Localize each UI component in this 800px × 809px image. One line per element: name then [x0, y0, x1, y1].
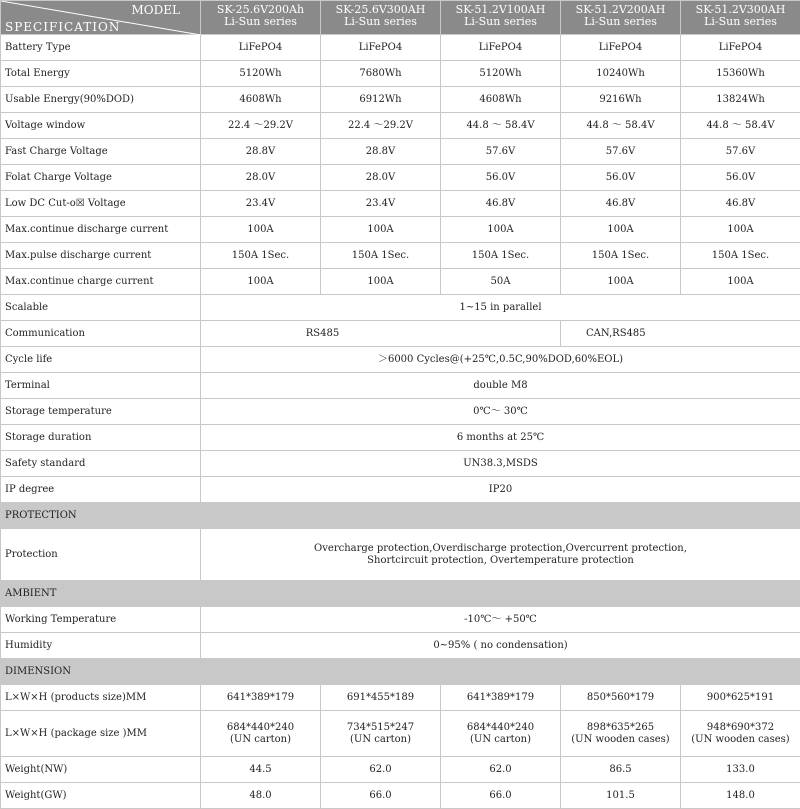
- model-header: [321, 1, 441, 35]
- row-label: Storage temperature: [1, 399, 201, 425]
- row-package-size: [1, 711, 800, 757]
- model-series: Li-Sun series: [685, 16, 796, 28]
- row-label: IP degree: [1, 477, 201, 503]
- section-title: DIMENSION: [1, 659, 800, 685]
- cell: 56.0V: [681, 165, 800, 191]
- section-title: PROTECTION: [1, 503, 800, 529]
- cell: 10240Wh: [561, 61, 681, 87]
- cell: IP20: [201, 477, 800, 503]
- cell: 101.5: [561, 783, 681, 809]
- cell: 66.0: [321, 783, 441, 809]
- cell: RS485: [201, 321, 561, 347]
- cell: 100A: [681, 217, 800, 243]
- row-label: Cycle life: [1, 347, 201, 373]
- cell: 62.0: [441, 757, 561, 783]
- cell: 100A: [201, 269, 321, 295]
- cell: LiFePO4: [201, 35, 321, 61]
- cell: 150A 1Sec.: [681, 243, 800, 269]
- cell: 150A 1Sec.: [201, 243, 321, 269]
- cell: double M8: [201, 373, 800, 399]
- cell: 100A: [321, 217, 441, 243]
- cell: 100A: [561, 269, 681, 295]
- row-label: Voltage window: [1, 113, 201, 139]
- package-note: (UN carton): [445, 734, 556, 746]
- cell: 100A: [561, 217, 681, 243]
- package-note: (UN wooden cases): [565, 734, 676, 746]
- cell: 28.0V: [321, 165, 441, 191]
- cell: 56.0V: [561, 165, 681, 191]
- cell: 23.4V: [201, 191, 321, 217]
- cell: 9216Wh: [561, 87, 681, 113]
- cell: 62.0: [321, 757, 441, 783]
- cell: 50A: [441, 269, 561, 295]
- row-label: L×W×H (products size)MM: [1, 685, 201, 711]
- model-name: SK-25.6V200Ah: [205, 4, 316, 16]
- cell: 48.0: [201, 783, 321, 809]
- row-storage-temperature: [1, 399, 800, 425]
- cell: 22.4 ～29.2V: [321, 113, 441, 139]
- cell: 150A 1Sec.: [441, 243, 561, 269]
- row-label: Working Temperature: [1, 607, 201, 633]
- cell: 900*625*191: [681, 685, 800, 711]
- row-max-continue-discharge: [1, 217, 800, 243]
- row-weight-nw: [1, 757, 800, 783]
- cell: 46.8V: [681, 191, 800, 217]
- cell: 86.5: [561, 757, 681, 783]
- row-max-continue-charge: [1, 269, 800, 295]
- package-size: 684*440*240: [205, 722, 316, 734]
- cell: 15360Wh: [681, 61, 800, 87]
- row-label: Protection: [1, 529, 201, 581]
- row-safety-standard: [1, 451, 800, 477]
- cell: 44.8 ～ 58.4V: [561, 113, 681, 139]
- row-cycle-life: [1, 347, 800, 373]
- cell: [201, 529, 800, 581]
- cell: 66.0: [441, 783, 561, 809]
- row-storage-duration: [1, 425, 800, 451]
- cell: 44.8 ～ 58.4V: [681, 113, 800, 139]
- row-label: Battery Type: [1, 35, 201, 61]
- row-label: Storage duration: [1, 425, 201, 451]
- cell: 641*389*179: [441, 685, 561, 711]
- row-ip-degree: [1, 477, 800, 503]
- row-total-energy: [1, 61, 800, 87]
- cell: 22.4 ～29.2V: [201, 113, 321, 139]
- cell: 148.0: [681, 783, 800, 809]
- cell: [681, 711, 800, 757]
- model-series: Li-Sun series: [325, 16, 436, 28]
- cell: 46.8V: [561, 191, 681, 217]
- row-working-temperature: [1, 607, 800, 633]
- row-fast-charge-voltage: [1, 139, 800, 165]
- cell: 150A 1Sec.: [321, 243, 441, 269]
- cell: 57.6V: [681, 139, 800, 165]
- cell: 28.8V: [201, 139, 321, 165]
- row-weight-gw: [1, 783, 800, 809]
- cell: 100A: [321, 269, 441, 295]
- model-label: MODEL: [132, 4, 180, 16]
- cell: 4608Wh: [441, 87, 561, 113]
- protection-line-2: Shortcircuit protection, Overtemperature protection: [205, 555, 796, 567]
- cell: 850*560*179: [561, 685, 681, 711]
- cell: 691*455*189: [321, 685, 441, 711]
- row-battery-type: [1, 35, 800, 61]
- cell: 6912Wh: [321, 87, 441, 113]
- package-size: 898*635*265: [565, 722, 676, 734]
- header-row: [1, 1, 800, 35]
- cell: 28.0V: [201, 165, 321, 191]
- cell: 6 months at 25℃: [201, 425, 800, 451]
- model-header: [201, 1, 321, 35]
- specification-label: SPECIFICATION: [5, 21, 120, 33]
- row-label: Safety standard: [1, 451, 201, 477]
- row-label: L×W×H (package size )MM: [1, 711, 201, 757]
- cell: 100A: [681, 269, 800, 295]
- package-size: 684*440*240: [445, 722, 556, 734]
- cell: 7680Wh: [321, 61, 441, 87]
- cell: 44.5: [201, 757, 321, 783]
- package-size: 734*515*247: [325, 722, 436, 734]
- package-note: (UN carton): [205, 734, 316, 746]
- protection-line-1: Overcharge protection,Overdischarge protection,Overcurrent protection,: [205, 543, 796, 555]
- cell: 23.4V: [321, 191, 441, 217]
- row-label: Fast Charge Voltage: [1, 139, 201, 165]
- cell: 46.8V: [441, 191, 561, 217]
- cell: -10℃～ +50℃: [201, 607, 800, 633]
- row-humidity: [1, 633, 800, 659]
- cell: 0℃～ 30℃: [201, 399, 800, 425]
- cell: 641*389*179: [201, 685, 321, 711]
- row-label: Scalable: [1, 295, 201, 321]
- row-label: Communication: [1, 321, 201, 347]
- cell: LiFePO4: [561, 35, 681, 61]
- cell: 57.6V: [561, 139, 681, 165]
- model-name: SK-51.2V200AH: [565, 4, 676, 16]
- row-label: Humidity: [1, 633, 201, 659]
- model-header: [681, 1, 800, 35]
- model-series: Li-Sun series: [445, 16, 556, 28]
- row-label: Weight(NW): [1, 757, 201, 783]
- cell: 57.6V: [441, 139, 561, 165]
- model-name: SK-51.2V100AH: [445, 4, 556, 16]
- cell: 133.0: [681, 757, 800, 783]
- cell: 44.8 ～ 58.4V: [441, 113, 561, 139]
- cell: 13824Wh: [681, 87, 800, 113]
- row-protection: [1, 529, 800, 581]
- cell: 1~15 in parallel: [201, 295, 800, 321]
- row-max-pulse-discharge: [1, 243, 800, 269]
- row-label: Max.continue discharge current: [1, 217, 201, 243]
- row-label: Terminal: [1, 373, 201, 399]
- row-label: Folat Charge Voltage: [1, 165, 201, 191]
- package-note: (UN carton): [325, 734, 436, 746]
- package-size: 948*690*372: [685, 722, 796, 734]
- section-protection: [1, 503, 800, 529]
- cell: 0~95% ( no condensation): [201, 633, 800, 659]
- model-series: Li-Sun series: [205, 16, 316, 28]
- row-label: Usable Energy(90%DOD): [1, 87, 201, 113]
- cell: CAN,RS485: [561, 321, 800, 347]
- cell: 100A: [441, 217, 561, 243]
- header-corner-cell: [1, 1, 201, 35]
- row-product-size: [1, 685, 800, 711]
- cell: 56.0V: [441, 165, 561, 191]
- row-terminal: [1, 373, 800, 399]
- package-note: (UN wooden cases): [685, 734, 796, 746]
- model-name: SK-51.2V300AH: [685, 4, 796, 16]
- cell: 4608Wh: [201, 87, 321, 113]
- row-float-charge-voltage: [1, 165, 800, 191]
- section-ambient: [1, 581, 800, 607]
- cell: ＞6000 Cycles@(+25℃,0.5C,90%DOD,60%EOL): [201, 347, 800, 373]
- cell: [321, 711, 441, 757]
- row-voltage-window: [1, 113, 800, 139]
- cell: [201, 711, 321, 757]
- model-name: SK-25.6V300AH: [325, 4, 436, 16]
- cell: 28.8V: [321, 139, 441, 165]
- row-label: Weight(GW): [1, 783, 201, 809]
- row-scalable: [1, 295, 800, 321]
- cell: 100A: [201, 217, 321, 243]
- cell: [441, 711, 561, 757]
- row-label: Total Energy: [1, 61, 201, 87]
- row-label: Max.continue charge current: [1, 269, 201, 295]
- row-label: Low DC Cut-o☒ Voltage: [1, 191, 201, 217]
- row-communication: [1, 321, 800, 347]
- cell: 5120Wh: [441, 61, 561, 87]
- row-usable-energy: [1, 87, 800, 113]
- section-dimension: [1, 659, 800, 685]
- cell: LiFePO4: [681, 35, 800, 61]
- cell: LiFePO4: [441, 35, 561, 61]
- row-low-dc-cutoff: [1, 191, 800, 217]
- cell: LiFePO4: [321, 35, 441, 61]
- model-series: Li-Sun series: [565, 16, 676, 28]
- section-title: AMBIENT: [1, 581, 800, 607]
- cell: 5120Wh: [201, 61, 321, 87]
- cell: UN38.3,MSDS: [201, 451, 800, 477]
- cell: 150A 1Sec.: [561, 243, 681, 269]
- model-header: [441, 1, 561, 35]
- cell: [561, 711, 681, 757]
- model-header: [561, 1, 681, 35]
- row-label: Max.pulse discharge current: [1, 243, 201, 269]
